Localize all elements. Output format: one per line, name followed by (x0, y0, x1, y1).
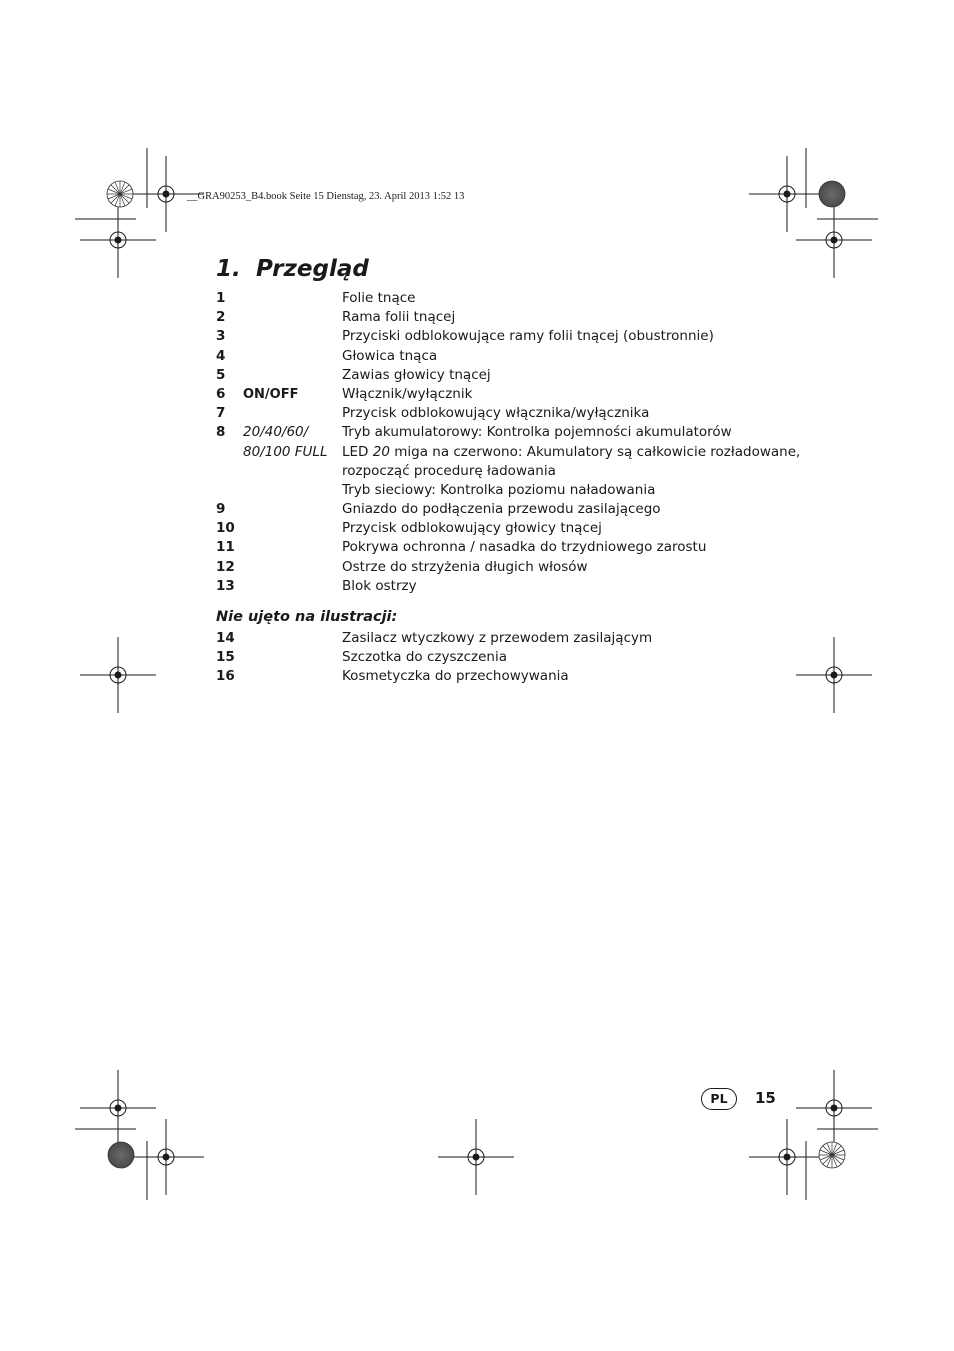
item-description: Ostrze do strzyżenia długich włosów (342, 558, 588, 575)
registration-mark-icon (80, 202, 156, 278)
list-item (216, 385, 816, 404)
density-target-icon (108, 1142, 134, 1168)
item-number: 4 (216, 347, 226, 364)
page-title (216, 256, 369, 282)
item-description: Pokrywa ochronna / nasadka do trzydniowego zarostu (342, 539, 707, 556)
parts-list (216, 289, 816, 596)
item-number: 7 (216, 405, 226, 422)
item-description: Gniazdo do podłączenia przewodu zasilającego (342, 501, 661, 518)
list-item (216, 308, 816, 327)
item-number: 2 (216, 309, 226, 326)
list-item (216, 500, 816, 519)
registration-mark-icon (128, 1119, 204, 1195)
item-number: 6 (216, 385, 226, 402)
item-description: Włącznik/wyłącznik (342, 385, 473, 402)
list-item (216, 423, 816, 442)
item-description: Zasilacz wtyczkowy z przewodem zasilającym (342, 630, 653, 646)
list-item (216, 327, 816, 346)
accessories-list (216, 629, 816, 687)
item-description: rozpocząć procedurę ładowania (342, 462, 556, 479)
list-item (216, 481, 816, 500)
list-item (216, 366, 816, 385)
list-item (216, 629, 816, 648)
registration-mark-icon (80, 1070, 156, 1146)
list-item (216, 462, 816, 481)
desc-emphasis: 20 (372, 443, 390, 460)
registration-mark-icon (438, 1119, 514, 1195)
print-file-header: __GRA90253_B4.book Seite 15 Dienstag, 23. April 2013 1:52 13 (187, 191, 465, 202)
desc-text: LED (342, 443, 373, 460)
item-description: Zawias głowicy tnącej (342, 366, 491, 383)
item-description: Tryb akumulatorowy: Kontrolka pojemności akumulatorów (342, 424, 732, 441)
item-number: 12 (216, 558, 235, 575)
item-description: Folie tnące (342, 290, 416, 306)
item-number: 15 (216, 649, 235, 666)
item-label: 80/100 FULL (243, 443, 328, 460)
list-item (216, 289, 816, 308)
list-item (216, 577, 816, 596)
registration-mark-icon (749, 1119, 825, 1195)
item-number: 16 (216, 668, 235, 685)
section-number: 1. (216, 256, 241, 282)
list-item (216, 404, 816, 423)
item-label: ON/OFF (243, 386, 299, 402)
item-number: 9 (216, 501, 226, 518)
item-description: Tryb sieciowy: Kontrolka poziomu naładowania (342, 481, 656, 498)
item-number: 5 (216, 366, 226, 383)
list-item (216, 648, 816, 667)
list-item (216, 347, 816, 366)
language-badge: PL (701, 1088, 737, 1110)
section-title: Przegląd (256, 256, 369, 282)
item-number: 11 (216, 539, 235, 556)
section-subheading: Nie ujęto na ilustracji: (216, 609, 398, 625)
item-number: 3 (216, 328, 226, 345)
registration-mark-icon (749, 156, 825, 232)
desc-text: miga na czerwono: Akumulatory są całkowicie rozładowane, (389, 443, 801, 460)
page-number: 15 (755, 1089, 776, 1107)
list-item (216, 667, 816, 686)
list-item (216, 443, 816, 462)
item-description: Głowica tnąca (342, 347, 438, 364)
starburst-target-icon (107, 181, 133, 207)
item-number: 1 (216, 290, 226, 306)
item-description: Kosmetyczka do przechowywania (342, 668, 569, 685)
density-target-icon (819, 181, 845, 207)
item-number: 14 (216, 630, 235, 646)
item-label: 20/40/60/ (243, 424, 309, 441)
list-item (216, 519, 816, 538)
registration-mark-icon (796, 202, 872, 278)
item-description: Przycisk odblokowujący głowicy tnącej (342, 520, 602, 537)
starburst-target-icon (819, 1142, 845, 1168)
item-number: 10 (216, 520, 235, 537)
item-number: 13 (216, 577, 235, 594)
item-description: Blok ostrzy (342, 577, 417, 594)
registration-mark-icon (80, 637, 156, 713)
item-description: Przyciski odblokowujące ramy folii tnącej (obustronnie) (342, 328, 714, 345)
item-description (342, 443, 800, 462)
list-item (216, 538, 816, 557)
item-description: Szczotka do czyszczenia (342, 649, 507, 666)
item-description: Przycisk odblokowujący włącznika/wyłącznika (342, 405, 650, 422)
item-description: Rama folii tnącej (342, 309, 456, 326)
item-number: 8 (216, 424, 226, 441)
registration-mark-icon (796, 1070, 872, 1146)
list-item (216, 558, 816, 577)
